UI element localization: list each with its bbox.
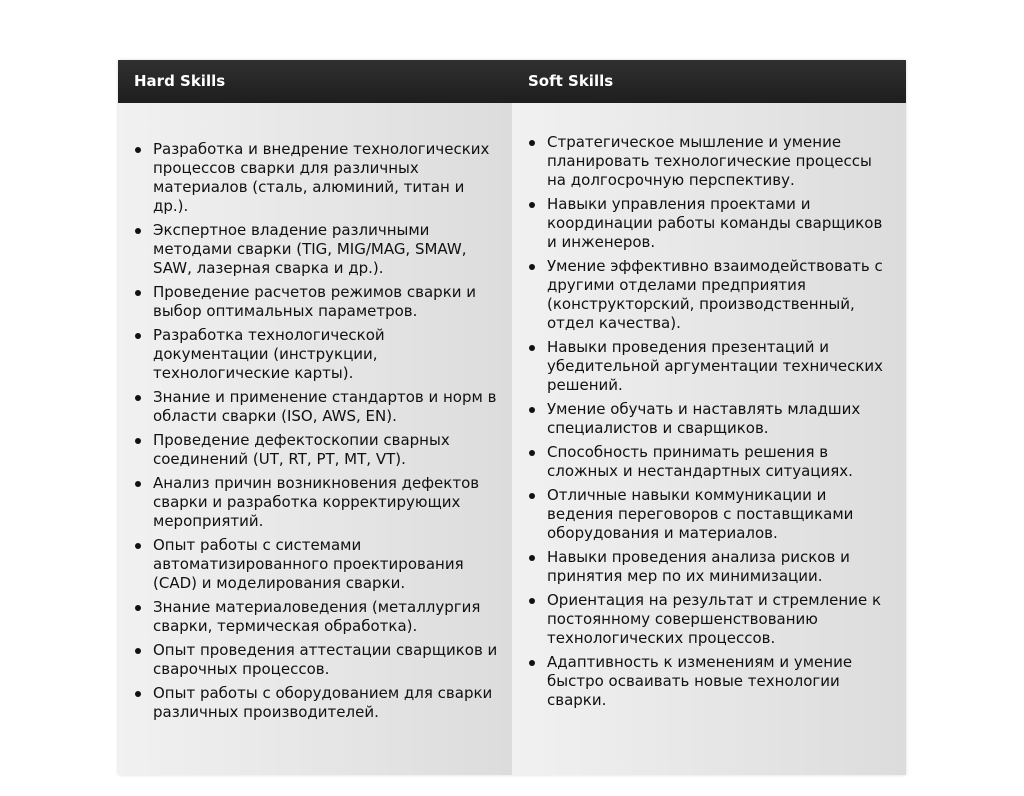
hard-skill-item: Знание материаловедения (металлургия сварки, термическая обработка). (118, 598, 512, 636)
hard-skill-item: Опыт проведения аттестации сварщиков и сварочных процессов. (118, 641, 512, 679)
hard-skills-list (118, 140, 512, 722)
hard-skill-item: Опыт работы с оборудованием для сварки различных производителей. (118, 684, 512, 722)
hard-skill-item: Анализ причин возникновения дефектов сварки и разработка корректирующих мероприятий. (118, 474, 512, 531)
hard-skills-column (118, 103, 512, 775)
table-body (118, 103, 906, 775)
soft-skill-item: Навыки управления проектами и координации работы команды сварщиков и инженеров. (512, 195, 906, 252)
hard-skills-header: Hard Skills (134, 72, 226, 90)
hard-skill-item: Проведение расчетов режимов сварки и выбор оптимальных параметров. (118, 283, 512, 321)
hard-skill-item: Проведение дефектоскопии сварных соединений (UT, RT, PT, MT, VT). (118, 431, 512, 469)
soft-skill-item: Адаптивность к изменениям и умение быстро осваивать новые технологии сварки. (512, 653, 906, 710)
soft-skill-item: Отличные навыки коммуникации и ведения переговоров с поставщиками оборудования и материалов. (512, 486, 906, 543)
soft-skills-column (512, 103, 906, 775)
hard-skill-item: Разработка и внедрение технологических процессов сварки для различных материалов (сталь, алюминий, титан и др.). (118, 140, 512, 216)
soft-skill-item: Умение эффективно взаимодействовать с другими отделами предприятия (конструкторский, производственный, отдел качества). (512, 257, 906, 333)
soft-skill-item: Навыки проведения презентаций и убедительной аргументации технических решений. (512, 338, 906, 395)
soft-skills-list (512, 133, 906, 710)
skills-table (118, 60, 906, 775)
hard-skill-item: Опыт работы с системами автоматизированного проектирования (CAD) и моделирования сварки. (118, 536, 512, 593)
soft-skill-item: Умение обучать и наставлять младших специалистов и сварщиков. (512, 400, 906, 438)
soft-skill-item: Стратегическое мышление и умение планировать технологические процессы на долгосрочную перспективу. (512, 133, 906, 190)
soft-skill-item: Навыки проведения анализа рисков и принятия мер по их минимизации. (512, 548, 906, 586)
hard-skill-item: Экспертное владение различными методами сварки (TIG, MIG/MAG, SMAW, SAW, лазерная сварка и др.). (118, 221, 512, 278)
soft-skill-item: Способность принимать решения в сложных и нестандартных ситуациях. (512, 443, 906, 481)
soft-skill-item: Ориентация на результат и стремление к постоянному совершенствованию технологических процессов. (512, 591, 906, 648)
soft-skills-header: Soft Skills (528, 72, 614, 90)
table-header (118, 60, 906, 103)
hard-skill-item: Разработка технологической документации (инструкции, технологические карты). (118, 326, 512, 383)
hard-skill-item: Знание и применение стандартов и норм в области сварки (ISO, AWS, EN). (118, 388, 512, 426)
